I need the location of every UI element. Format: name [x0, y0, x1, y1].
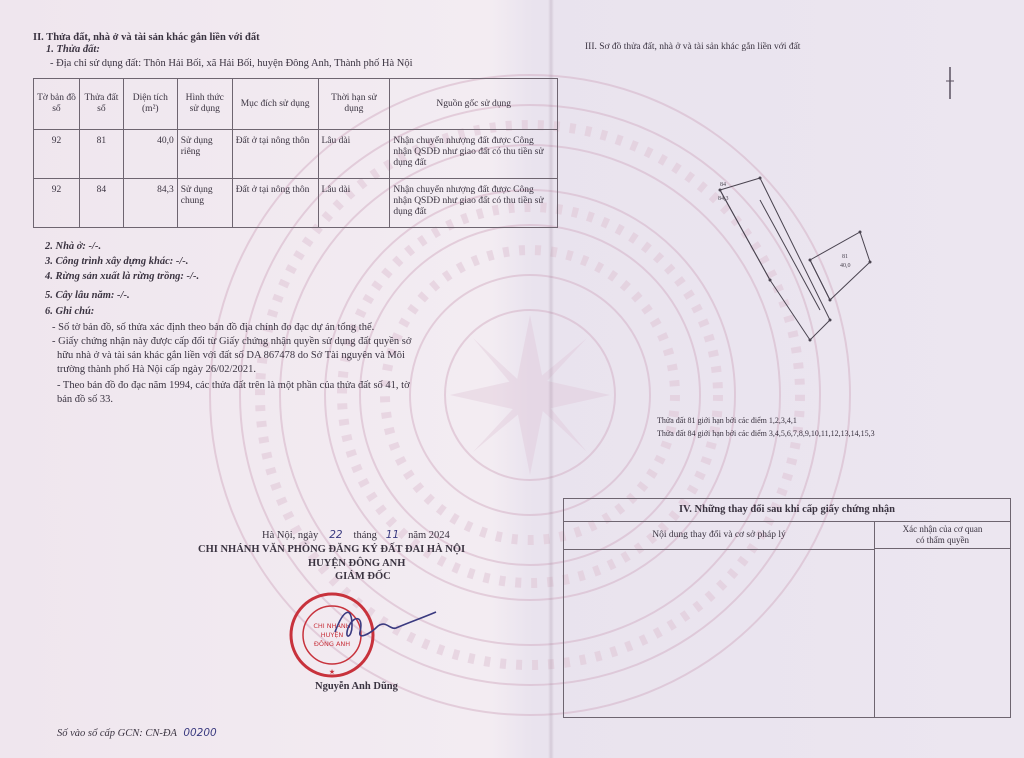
cell-purpose: Đất ở tại nông thôn: [232, 130, 318, 179]
note-3b: bản đồ số 33.: [57, 394, 113, 405]
cell-area: 40,0: [123, 130, 177, 179]
header-area: Diện tích (m²): [123, 79, 177, 130]
date-prefix: Hà Nội, ngày: [262, 530, 319, 541]
table-header-row: [34, 79, 558, 130]
changes-col-confirm-line1: Xác nhận của cơ quan: [902, 524, 983, 534]
note-2a: - Giấy chứng nhận này được cấp đổi từ Giấy chứng nhận quyền sử dụng đất quyền sở: [52, 336, 412, 347]
registration-number: 00200: [183, 727, 217, 739]
section-ii-title: II. Thửa đất, nhà ở và tài sản khác gắn liền với đất: [33, 32, 260, 43]
land-heading: 1. Thửa đất:: [46, 44, 100, 55]
cell-map-sheet: 92: [34, 179, 80, 228]
date-month: 11: [385, 529, 400, 541]
changes-divider: [874, 549, 875, 717]
svg-text:★: ★: [328, 668, 336, 676]
changes-table: [563, 498, 1011, 718]
legend-parcel-84: Thửa đất 84 giới hạn bởi các điểm 3,4,5,6,7,8,9,10,11,12,13,14,15,3: [657, 429, 875, 438]
signature: [330, 600, 440, 650]
registration-label: Số vào sổ cấp GCN: CN-ĐA: [57, 728, 177, 739]
cell-purpose: Đất ở tại nông thôn: [232, 179, 318, 228]
changes-col-confirm-line2: có thẩm quyền: [916, 535, 969, 545]
header-purpose: Mục đích sử dụng: [232, 79, 318, 130]
issuing-org: CHI NHÁNH VĂN PHÒNG ĐĂNG KÝ ĐẤT ĐAI HÀ NỘI: [198, 544, 466, 555]
svg-text:ĐÔNG ANH: ĐÔNG ANH: [313, 640, 351, 648]
cell-use-form: Sử dụng riêng: [177, 130, 232, 179]
cell-origin: Nhận chuyển nhượng đất được Công nhận QSDĐ như giao đất có thu tiền sử dụng đất: [390, 130, 558, 179]
margin-mark-icon: [944, 65, 958, 101]
note-2c: trường thành phố Hà Nội cấp ngày 26/02/2021.: [57, 364, 257, 375]
date-year: năm 2024: [408, 530, 450, 541]
header-use-form: Hình thức sử dụng: [177, 79, 232, 130]
header-parcel-no: Thửa đất số: [79, 79, 123, 130]
date-month-label: tháng: [353, 530, 377, 541]
cell-origin: Nhận chuyển nhượng đất được Công nhận QSDĐ như giao đất có thu tiền sử dụng đất: [390, 179, 558, 228]
table-row: [34, 179, 558, 228]
legend-parcel-81: Thửa đất 81 giới hạn bởi các điểm 1,2,3,4,1: [657, 416, 797, 425]
other-works-line: 3. Công trình xây dựng khác: -/-.: [45, 256, 189, 267]
changes-col-confirm: [875, 521, 1010, 549]
perennial-line: 5. Cây lâu năm: -/-.: [45, 290, 130, 301]
header-term: Thời hạn sử dụng: [318, 79, 390, 130]
issuing-district: HUYỆN ĐÔNG ANH: [308, 558, 406, 569]
sketch-area-84: 84,3: [718, 196, 729, 202]
changes-title: IV. Những thay đổi sau khi cấp giấy chứng nhận: [564, 499, 1010, 522]
land-address: - Địa chỉ sử dụng đất: Thôn Hải Bối, xã Hải Bối, huyện Đông Anh, Thành phố Hà Nội: [50, 58, 413, 69]
cell-term: Lâu dài: [318, 179, 390, 228]
cell-area: 84,3: [123, 179, 177, 228]
parcel-table: [33, 78, 558, 228]
note-3a: - Theo bản đồ đo đạc năm 1994, các thửa đất trên là một phần của thửa đất số 41, tờ: [57, 380, 410, 391]
cell-use-form: Sử dụng chung: [177, 179, 232, 228]
note-1: - Số tờ bản đồ, số thửa xác định theo bản đồ địa chính đo đạc dự án tổng thể.: [52, 322, 375, 333]
sketch-area-81: 40,0: [840, 263, 851, 269]
registration-line: [57, 727, 217, 740]
svg-text:CHI NHÁNH: CHI NHÁNH: [313, 622, 351, 630]
issue-date: [262, 529, 450, 542]
parcel-sketch: [700, 170, 900, 360]
header-origin: Nguồn gốc sử dụng: [390, 79, 558, 130]
changes-col-content: Nội dung thay đổi và cơ sở pháp lý: [564, 521, 875, 550]
cell-map-sheet: 92: [34, 130, 80, 179]
section-iii-title: III. Sơ đồ thửa đất, nhà ở và tài sản khác gắn liền với đất: [585, 42, 801, 52]
sketch-label-84: 84: [720, 182, 726, 188]
signer-title: GIÁM ĐỐC: [335, 571, 391, 582]
house-line: 2. Nhà ở: -/-.: [45, 241, 102, 252]
cell-term: Lâu dài: [318, 130, 390, 179]
table-row: [34, 130, 558, 179]
date-day: 22: [329, 529, 343, 541]
notes-heading: 6. Ghi chú:: [45, 306, 95, 317]
sketch-label-81: 81: [842, 254, 848, 260]
note-2b: hữu nhà ở và tài sản khác gắn liền với đất số DA 867478 do Sở Tài nguyên và Môi: [57, 350, 405, 361]
cell-parcel-no: 81: [79, 130, 123, 179]
forest-line: 4. Rừng sản xuất là rừng trồng: -/-.: [45, 271, 200, 282]
cell-parcel-no: 84: [79, 179, 123, 228]
header-map-sheet: Tờ bản đồ số: [34, 79, 80, 130]
signer-name: Nguyễn Anh Dũng: [315, 681, 398, 692]
svg-text:HUYỆN: HUYỆN: [320, 631, 344, 639]
